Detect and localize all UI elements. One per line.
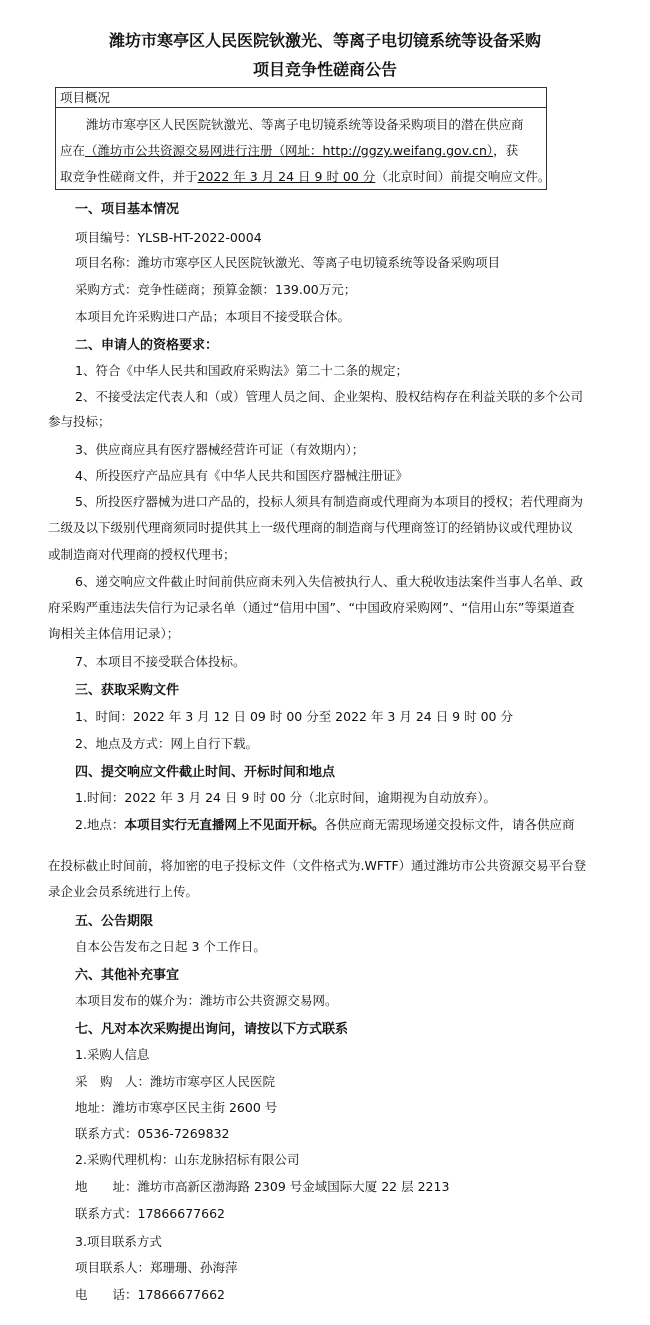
body-line: 采 购 人：潍坊市寒亭区人民医院 xyxy=(75,1074,276,1089)
section-heading: 一、项目基本情况 xyxy=(75,202,180,217)
section-heading: 七、凡对本次采购提出询问，请按以下方式联系 xyxy=(75,1022,349,1037)
section-heading: 五、公告期限 xyxy=(75,914,154,929)
location-bold-text: 本项目实行无直播网上不见面开标。 xyxy=(124,817,325,832)
section-heading: 二、申请人的资格要求： xyxy=(75,338,219,353)
overview-text: ，获 xyxy=(493,143,519,158)
deadline-text: 2022 年 3 月 24 日 9 时 00 分 xyxy=(197,169,376,184)
overview-line xyxy=(60,164,551,190)
overview-line: 潍坊市寒亭区人民医院钬激光、等离子电切镜系统等设备采购项目的潜在供应商 xyxy=(86,117,524,132)
body-line: 7、本项目不接受联合体投标。 xyxy=(75,654,246,669)
body-line: 本项目发布的媒介为：潍坊市公共资源交易网。 xyxy=(75,993,338,1008)
overview-line xyxy=(60,138,542,164)
body-line: 3、供应商应具有医疗器械经营许可证（有效期内）； xyxy=(75,442,365,457)
body-line: 参与投标； xyxy=(48,414,111,429)
body-line: 采购方式：竞争性磋商；预算金额：139.00万元； xyxy=(75,282,357,297)
body-line: 地 址：潍坊市高新区渤海路 2309 号金域国际大厦 22 层 2213 xyxy=(75,1179,450,1194)
body-line: 1、时间：2022 年 3 月 12 日 09 时 00 分至 2022 年 3 月 24 日 9 时 00 分 xyxy=(75,709,513,724)
body-line: 联系方式：17866677662 xyxy=(75,1206,225,1221)
overview-header: 项目概况 xyxy=(56,88,546,108)
body-line: 询相关主体信用记录）； xyxy=(48,626,180,641)
location-text: 各供应商无需现场递交投标文件，请各供应商 xyxy=(324,817,575,832)
body-line: 录企业会员系统进行上传。 xyxy=(48,884,199,899)
body-line: 6、递交响应文件截止时间前供应商未列入失信被执行人、重大税收违法案件当事人名单、政 xyxy=(75,574,583,589)
overview-text: （北京时间）前提交响应文件。 xyxy=(375,169,551,184)
overview-body xyxy=(60,112,551,190)
body-line: 2、不接受法定代表人和（或）管理人员之间、企业架构、股权结构存在利益关联的多个公司 xyxy=(75,389,583,404)
body-line: 本项目允许采购进口产品；本项目不接受联合体。 xyxy=(75,309,351,324)
project-overview-box xyxy=(55,87,551,190)
section-heading: 六、其他补充事宜 xyxy=(75,968,180,983)
body-line: 地址：潍坊市寒亭区民主街 2600 号 xyxy=(75,1100,278,1115)
body-line: 在投标截止时间前，将加密的电子投标文件（文件格式为.WFTF）通过潍坊市公共资源交易平台登 xyxy=(48,858,587,873)
body-line: 项目联系人：郑珊珊、孙海萍 xyxy=(75,1260,238,1275)
body-line: 联系方式：0536-7269832 xyxy=(75,1126,230,1141)
section-heading: 四、提交响应文件截止时间、开标时间和地点 xyxy=(75,765,336,780)
body-line: 5、所投医疗器械为进口产品的，投标人须具有制造商或代理商为本项目的授权；若代理商为 xyxy=(75,494,583,509)
section-heading: 三、获取采购文件 xyxy=(75,683,180,698)
body-line: 1.采购人信息 xyxy=(75,1047,150,1062)
document-title-line2: 项目竞争性磋商公告 xyxy=(252,60,397,79)
body-line: 项目编号：YLSB-HT-2022-0004 xyxy=(75,230,262,245)
body-line: 电 话：17866677662 xyxy=(75,1287,225,1302)
body-line: 1、符合《中华人民共和国政府采购法》第二十二条的规定； xyxy=(75,363,408,378)
body-line: 府采购严重违法失信行为记录名单（通过“信用中国”、“中国政府采购网”、“信用山东”等渠道查 xyxy=(48,600,575,615)
location-label: 2.地点： xyxy=(75,817,125,832)
body-line: 1.时间：2022 年 3 月 24 日 9 时 00 分（北京时间，逾期视为自动放弃）。 xyxy=(75,790,496,805)
body-line: 二级及以下级别代理商须同时提供其上一级代理商的制造商与代理商签订的经销协议或代理协议 xyxy=(48,520,574,535)
overview-text: 应在 xyxy=(60,143,86,158)
body-line: 3.项目联系方式 xyxy=(75,1234,162,1249)
registration-website-link[interactable]: （潍坊市公共资源交易网进行注册（网址：http://ggzy.weifang.gov.cn） xyxy=(85,143,494,158)
body-line: 4、所投医疗产品应具有《中华人民共和国医疗器械注册证》 xyxy=(75,468,408,483)
document-title-line1: 潍坊市寒亭区人民医院钬激光、等离子电切镜系统等设备采购 xyxy=(108,31,541,50)
location-line xyxy=(75,815,574,833)
body-line: 2、地点及方式：网上自行下载。 xyxy=(75,736,258,751)
overview-text: 取竞争性磋商文件，并于 xyxy=(60,169,198,184)
body-line: 2.采购代理机构：山东龙脉招标有限公司 xyxy=(75,1152,300,1167)
body-line: 项目名称：潍坊市寒亭区人民医院钬激光、等离子电切镜系统等设备采购项目 xyxy=(75,255,501,270)
body-line: 自本公告发布之日起 3 个工作日。 xyxy=(75,939,266,954)
body-line: 或制造商对代理商的授权代理书； xyxy=(48,547,236,562)
